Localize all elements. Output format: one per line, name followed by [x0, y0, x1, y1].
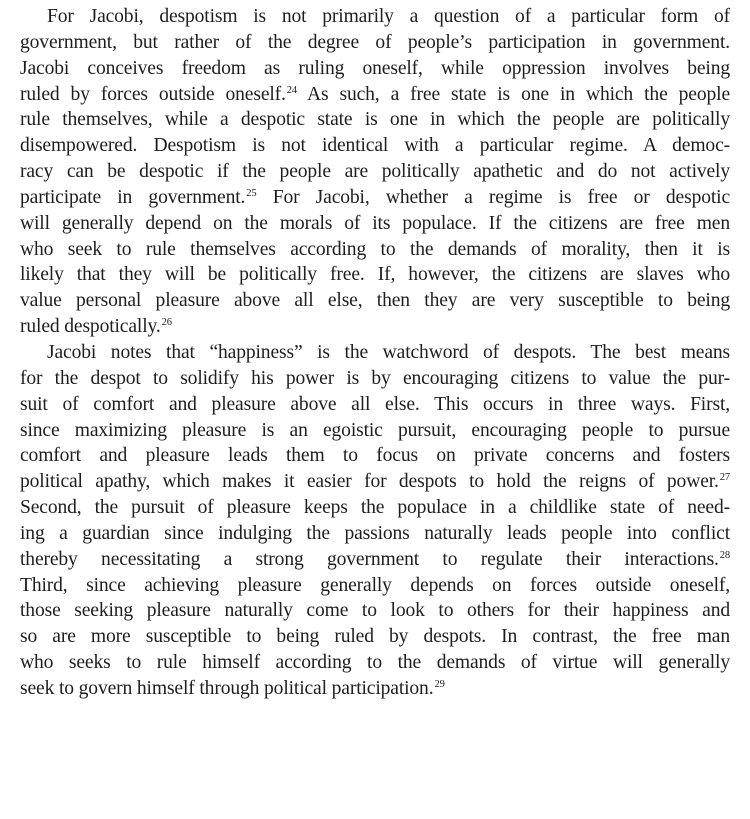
- text-line: participate in government.$^{25}$ For Jacobi, whether a regime is free or despotic: [20, 186, 730, 208]
- text-line: Second, the pursuit of pleasure keeps the populace in a childlike state of need-: [20, 497, 730, 519]
- footnote-marker[interactable]: 29: [434, 678, 445, 690]
- text-line: thereby necessitating a strong government to regulate their interactions.$^{28}$: [20, 548, 730, 570]
- text-line: disempowered. Despotism is not identical with a particular regime. A democ-: [20, 135, 730, 157]
- footnote-marker[interactable]: 24: [286, 84, 297, 96]
- document-page: [20, 4, 730, 702]
- paragraph-2: [20, 340, 730, 702]
- text-line: ing a guardian since indulging the passions naturally leads people into conflict: [20, 522, 730, 544]
- paragraph-1: [20, 4, 730, 340]
- text-line: suit of comfort and pleasure above all else. This occurs in three ways. First,: [20, 393, 730, 415]
- text-line: seek to govern himself through political participation.$^{29}$: [20, 677, 445, 699]
- text-line: Jacobi notes that “happiness” is the watchword of despots. The best means: [47, 341, 730, 363]
- text-line: for the despot to solidify his power is by encouraging citizens to value the pur-: [20, 367, 730, 389]
- text-line: ruled despotically.$^{26}$: [20, 316, 172, 338]
- text-line: rule themselves, while a despotic state is one in which the people are politically: [20, 109, 730, 131]
- text-line: likely that they will be politically free. If, however, the citizens are slaves who: [20, 264, 730, 286]
- footnote-marker[interactable]: 28: [719, 549, 730, 561]
- text-line: those seeking pleasure naturally come to look to others for their happiness and: [20, 600, 730, 622]
- text-line: who seek to rule themselves according to the demands of morality, then it is: [20, 238, 730, 260]
- text-line: value personal pleasure above all else, then they are very susceptible to being: [20, 290, 730, 312]
- text-line: For Jacobi, despotism is not primarily a question of a particular form of: [47, 6, 730, 27]
- footnote-marker[interactable]: 26: [161, 317, 172, 329]
- text-line: since maximizing pleasure is an egoistic pursuit, encouraging people to pursue: [20, 419, 730, 441]
- text-line: Jacobi conceives freedom as ruling oneself, while oppression involves being: [20, 57, 730, 79]
- text-line: will generally depend on the morals of its populace. If the citizens are free men: [20, 212, 730, 234]
- text-line: so are more susceptible to being ruled by despots. In contrast, the free man: [20, 626, 730, 648]
- text-line: ruled by forces outside oneself.$^{24}$ As such, a free state is one in which the people: [20, 83, 730, 105]
- text-line: government, but rather of the degree of people’s participation in government.: [20, 31, 730, 53]
- footnote-marker[interactable]: 25: [246, 187, 257, 199]
- footnote-marker[interactable]: 27: [719, 472, 730, 484]
- text-line: comfort and pleasure leads them to focus on private concerns and fosters: [20, 445, 730, 467]
- text-line: Third, since achieving pleasure generally depends on forces outside oneself,: [20, 574, 730, 596]
- text-line: who seeks to rule himself according to the demands of virtue will generally: [20, 652, 730, 674]
- text-line: political apathy, which makes it easier for despots to hold the reigns of power.$^{27}$: [20, 471, 730, 493]
- text-line: racy can be despotic if the people are politically apathetic and do not actively: [20, 161, 730, 183]
